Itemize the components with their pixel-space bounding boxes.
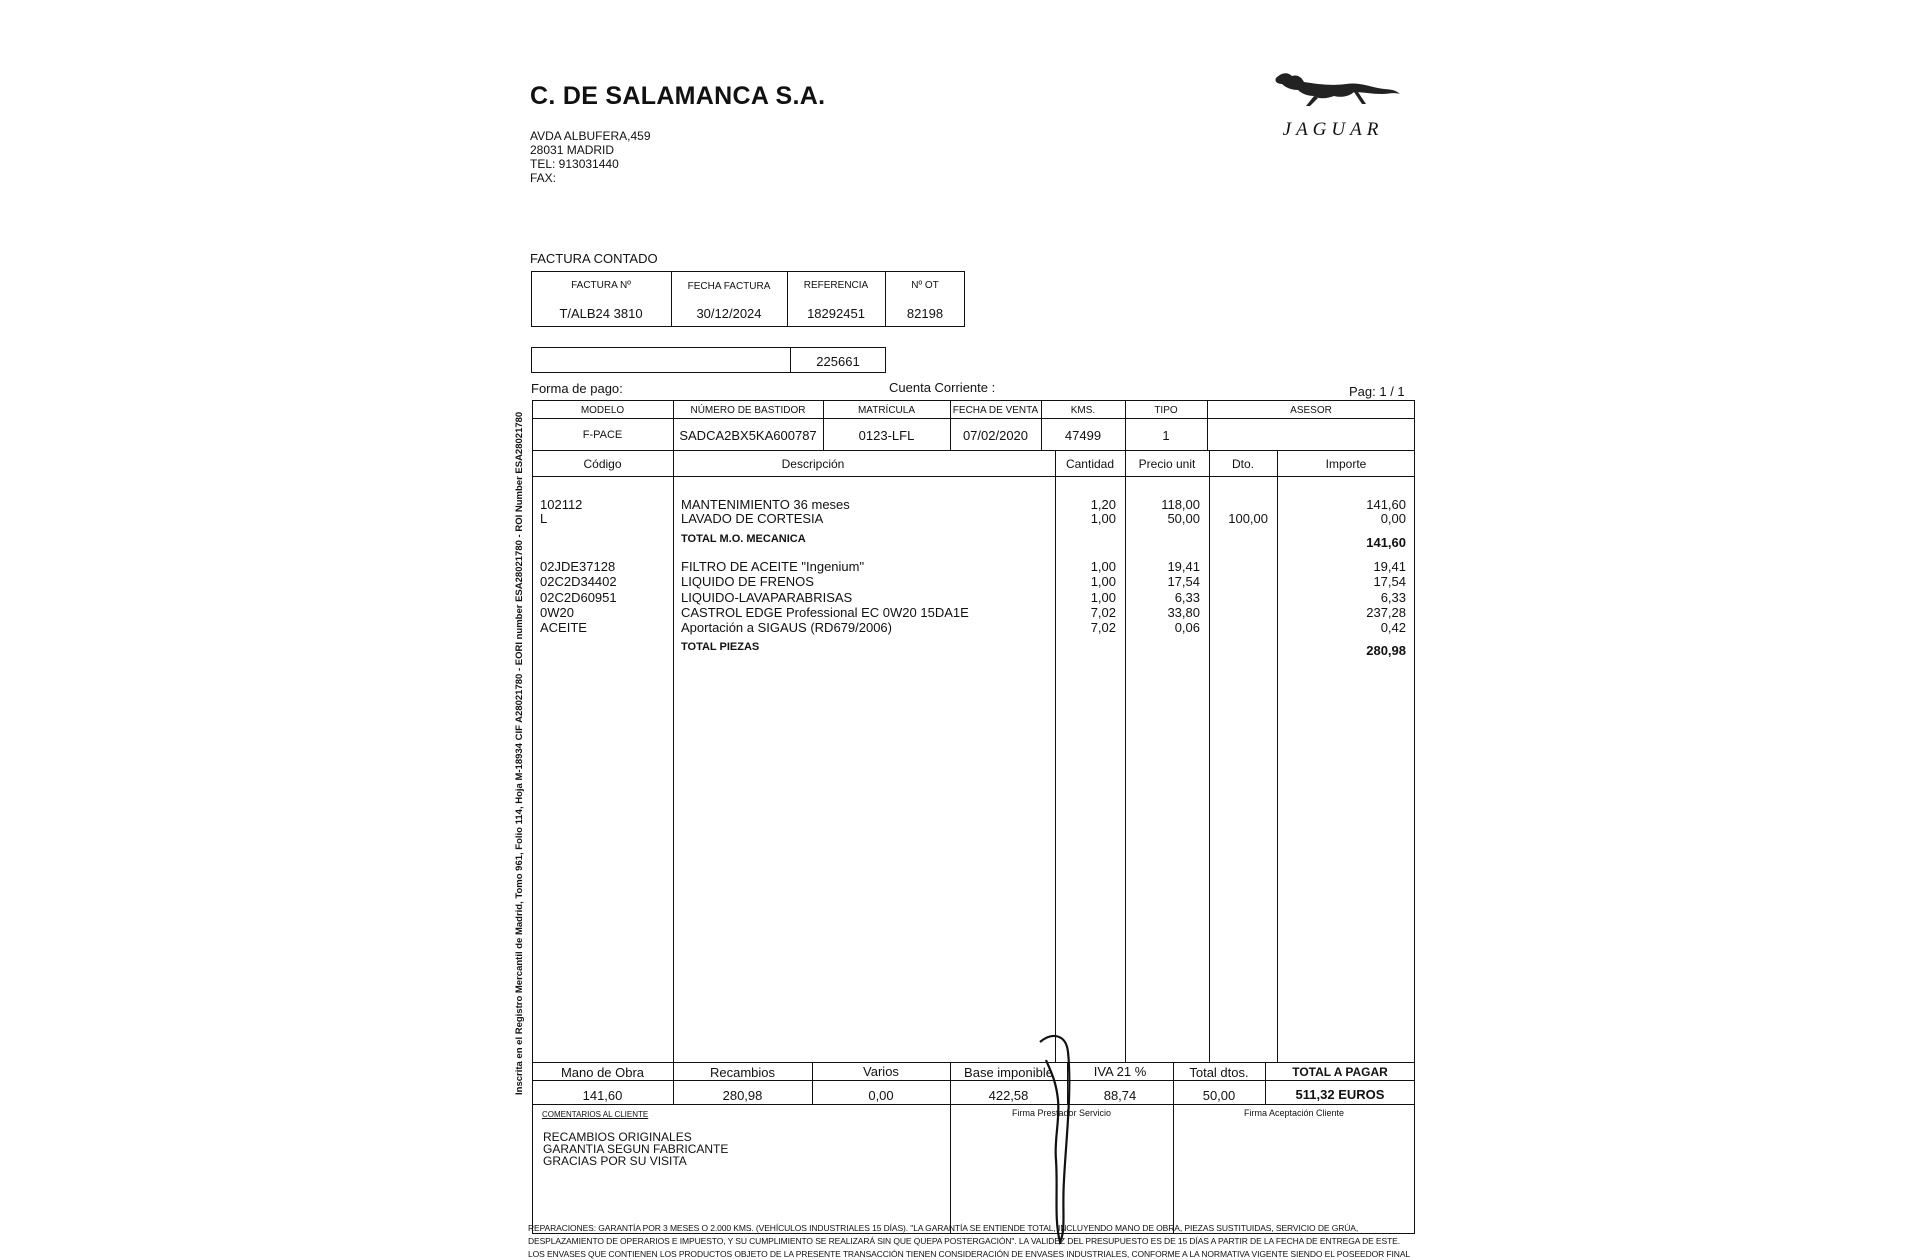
dto-header: Dto. bbox=[1231, 457, 1254, 471]
item-qty: 7,02 bbox=[1090, 620, 1116, 635]
recambios-value: 280,98 bbox=[722, 1088, 763, 1103]
item-price: 50,00 bbox=[1167, 511, 1200, 526]
base-imponible-header: Base imponible bbox=[964, 1065, 1053, 1080]
item-price: 6,33 bbox=[1174, 590, 1200, 605]
item-code: L bbox=[540, 511, 548, 526]
invoice-type: FACTURA CONTADO bbox=[530, 251, 658, 266]
kms-header: KMS. bbox=[1070, 405, 1096, 416]
footer-line-2: DESPLAZAMIENTO DE OPERARIOS E IMPUESTO, Y SU CUMPLIMIENTO SE REALIZARÁ SIN QUE QUEPA POSTERGACIÓN". LA VALIDEZ DEL PRESUPUESTO ES DE 15 DÍAS A PARTIR DE LA FECHA DE ENTREGA DE ESTE. bbox=[528, 1236, 1400, 1246]
kms-value: 47499 bbox=[1064, 428, 1102, 443]
precio-header: Precio unit bbox=[1138, 457, 1196, 471]
item-qty: 7,02 bbox=[1090, 605, 1116, 620]
asesor-header: ASESOR bbox=[1290, 405, 1332, 416]
item-desc: TOTAL PIEZAS bbox=[681, 641, 760, 653]
iva-value: 88,74 bbox=[1103, 1088, 1137, 1103]
item-amount: 280,98 bbox=[1366, 643, 1406, 658]
item-amount: 0,00 bbox=[1380, 511, 1406, 526]
ot-number-header: Nº OT bbox=[911, 280, 939, 291]
item-desc: LIQUIDO-LAVAPARABRISAS bbox=[681, 590, 853, 605]
item-amount: 141,60 bbox=[1366, 497, 1406, 512]
comment-line-3: GRACIAS POR SU VISITA bbox=[543, 1154, 687, 1168]
bastidor-value: SADCA2BX5KA600787 bbox=[679, 428, 817, 443]
address-line-3: TEL: 913031440 bbox=[530, 157, 619, 171]
mano-obra-header: Mano de Obra bbox=[560, 1065, 645, 1080]
item-amount: 19,41 bbox=[1373, 559, 1406, 574]
item-desc: TOTAL M.O. MECANICA bbox=[681, 533, 806, 545]
comments-label: COMENTARIOS AL CLIENTE bbox=[542, 1110, 649, 1119]
fecha-factura-header: FECHA FACTURA bbox=[687, 281, 771, 292]
item-dto: 100,00 bbox=[1228, 511, 1268, 526]
bastidor-header: NÚMERO DE BASTIDOR bbox=[690, 405, 806, 416]
tipo-header: TIPO bbox=[1154, 405, 1178, 416]
base-imponible-value: 422,58 bbox=[988, 1088, 1029, 1103]
item-qty: 1,20 bbox=[1090, 497, 1116, 512]
importe-header: Importe bbox=[1325, 457, 1367, 471]
item-amount: 17,54 bbox=[1373, 574, 1406, 589]
company-name: C. DE SALAMANCA S.A. bbox=[530, 82, 826, 110]
total-pagar-value: 511,32 EUROS bbox=[1295, 1087, 1385, 1102]
recambios-header: Recambios bbox=[709, 1065, 776, 1080]
matricula-header: MATRÍCULA bbox=[857, 405, 916, 416]
iva-header: IVA 21 % bbox=[1093, 1064, 1147, 1079]
factura-number: T/ALB24 3810 bbox=[559, 306, 643, 321]
total-dtos-value: 50,00 bbox=[1202, 1088, 1236, 1103]
item-price: 19,41 bbox=[1167, 559, 1200, 574]
item-desc: CASTROL EDGE Professional EC 0W20 15DA1E bbox=[681, 605, 969, 620]
item-code: ACEITE bbox=[540, 620, 587, 635]
payment-label: Forma de pago: bbox=[531, 381, 623, 396]
item-desc: MANTENIMIENTO 36 meses bbox=[681, 497, 850, 512]
brand-logo-text: JAGUAR bbox=[1282, 119, 1384, 140]
item-price: 0,06 bbox=[1174, 620, 1200, 635]
descripcion-header: Descripción bbox=[781, 457, 845, 471]
codigo-header: Código bbox=[583, 457, 622, 471]
referencia-header: REFERENCIA bbox=[803, 280, 869, 291]
registry-side-text: Inscrita en el Registro Mercantil de Madrid, Tomo 961, Folio 114, Hoja M-18934 CIF A28021780 - EORI number ESA28021780 - ROI Number ESA28021780 bbox=[514, 411, 525, 1095]
varios-value: 0,00 bbox=[868, 1088, 894, 1103]
comment-line-1: RECAMBIOS ORIGINALES bbox=[543, 1130, 692, 1144]
item-code: 02JDE37128 bbox=[540, 559, 616, 574]
item-code: 02C2D34402 bbox=[540, 574, 617, 589]
item-qty: 1,00 bbox=[1090, 559, 1116, 574]
mano-obra-value: 141,60 bbox=[582, 1088, 623, 1103]
item-code: 102112 bbox=[540, 497, 583, 512]
sign-client-label: Firma Aceptación Cliente bbox=[1243, 1108, 1345, 1118]
ot-number: 82198 bbox=[906, 306, 944, 321]
item-desc: LIQUIDO DE FRENOS bbox=[681, 574, 814, 589]
item-amount: 6,33 bbox=[1380, 590, 1406, 605]
modelo-value: F-PACE bbox=[582, 429, 623, 441]
fecha-factura: 30/12/2024 bbox=[696, 306, 762, 321]
item-price: 17,54 bbox=[1167, 574, 1200, 589]
item-amount: 237,28 bbox=[1366, 605, 1406, 620]
item-desc: Aportación a SIGAUS (RD679/2006) bbox=[681, 620, 892, 635]
varios-header: Varios bbox=[863, 1064, 899, 1079]
total-dtos-header: Total dtos. bbox=[1189, 1065, 1249, 1080]
modelo-header: MODELO bbox=[580, 405, 625, 416]
jaguar-leaper-icon bbox=[1258, 68, 1408, 112]
item-code: 02C2D60951 bbox=[540, 590, 617, 605]
address-line-2: 28031 MADRID bbox=[530, 143, 615, 157]
factura-number-header: FACTURA Nº bbox=[571, 280, 631, 291]
item-code: 0W20 bbox=[540, 605, 574, 620]
tipo-value: 1 bbox=[1162, 428, 1170, 443]
item-desc: LAVADO DE CORTESIA bbox=[681, 511, 824, 526]
fecha-venta-header: FECHA DE VENTA bbox=[952, 405, 1039, 416]
item-amount: 141,60 bbox=[1366, 535, 1406, 550]
comment-line-2: GARANTIA SEGUN FABRICANTE bbox=[543, 1142, 729, 1156]
footer-line-1: REPARACIONES: GARANTÍA POR 3 MESES O 2.000 KMS. (VEHÍCULOS INDUSTRIALES 15 DÍAS). "LA GARANTÍA SE ENTIENDE TOTAL, INCLUYENDO MANO DE OBRA, PIEZAS SUSTITUIDAS, SERVICIO DE GRÚA, bbox=[528, 1223, 1359, 1233]
sign-service-label: Firma Prestador Servicio bbox=[1011, 1108, 1112, 1118]
item-price: 33,80 bbox=[1167, 605, 1200, 620]
item-price: 118,00 bbox=[1161, 497, 1200, 512]
item-qty: 1,00 bbox=[1090, 574, 1116, 589]
fecha-venta-value: 07/02/2020 bbox=[962, 428, 1029, 443]
handwritten-signature bbox=[1030, 1030, 1090, 1245]
matricula-value: 0123-LFL bbox=[858, 428, 915, 443]
client-code: 225661 bbox=[816, 354, 860, 369]
address-line-4: FAX: bbox=[530, 171, 557, 185]
item-desc: FILTRO DE ACEITE "Ingenium" bbox=[681, 559, 865, 574]
referencia: 18292451 bbox=[807, 306, 865, 321]
total-pagar-header: TOTAL A PAGAR bbox=[1292, 1065, 1388, 1079]
address-line-1: AVDA ALBUFERA,459 bbox=[530, 129, 651, 143]
cantidad-header: Cantidad bbox=[1065, 457, 1115, 471]
page-number: Pag: 1 / 1 bbox=[1349, 384, 1405, 399]
item-qty: 1,00 bbox=[1090, 511, 1116, 526]
footer-line-3: LOS ENVASES QUE CONTIENEN LOS PRODUCTOS OBJETO DE LA PRESENTE TRANSACCIÓN TIENEN CONSIDERACIÓN DE ENVASES INDUSTRIALES, CONFORME A LA NORMATIVA VIGENTE SIENDO EL POSEEDOR FINAL bbox=[528, 1249, 1411, 1259]
account-label: Cuenta Corriente : bbox=[889, 380, 996, 395]
item-amount: 0,42 bbox=[1380, 620, 1406, 635]
item-qty: 1,00 bbox=[1090, 590, 1116, 605]
jaguar-logo bbox=[1258, 68, 1408, 138]
